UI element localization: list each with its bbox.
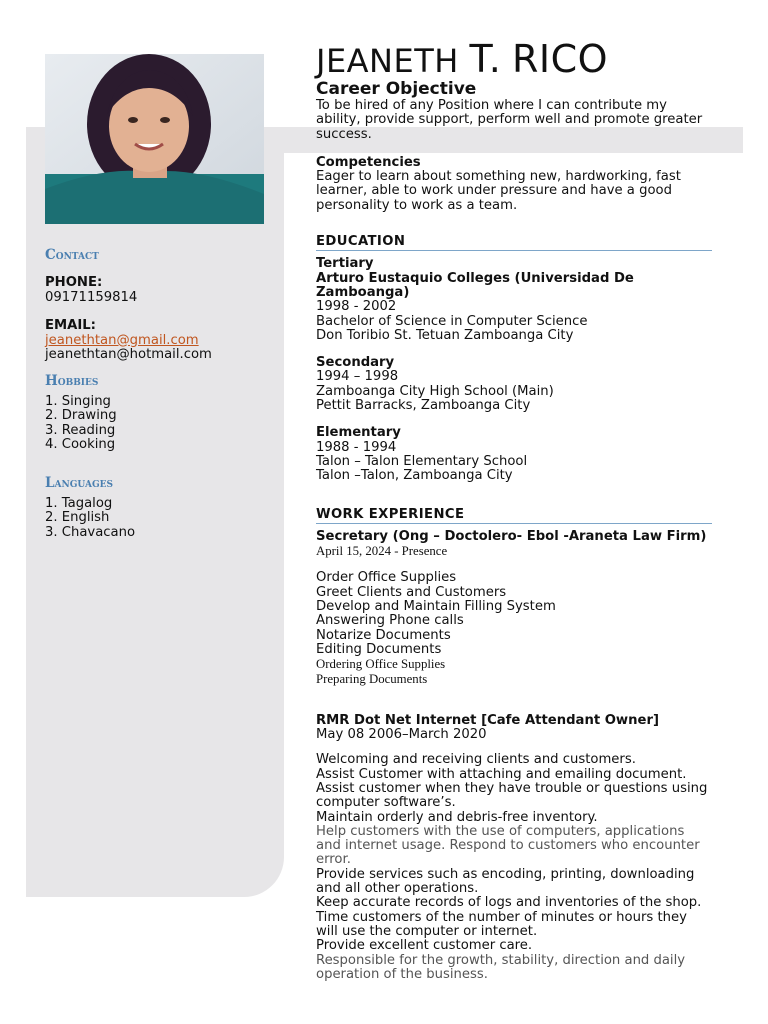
phone-number: 09171159814	[45, 289, 138, 305]
elementary-address: Talon –Talon, Zamboanga City	[316, 468, 513, 484]
job1-duty: Develop and Maintain Filling System	[316, 599, 556, 615]
list-item: 4. Cooking	[45, 437, 116, 453]
content-background	[284, 153, 314, 323]
secondary-address: Pettit Barracks, Zamboanga City	[316, 398, 531, 414]
tertiary-years: 1998 - 2002	[316, 299, 397, 315]
secondary-school: Zamboanga City High School (Main)	[316, 383, 554, 399]
hobbies-heading: Hobbies	[45, 373, 99, 390]
work-heading: WORK EXPERIENCE	[316, 508, 712, 524]
hobbies-list	[45, 395, 281, 453]
job1-duty: Order Office Supplies	[316, 570, 457, 586]
job2-duty: Assist customer when they have trouble or questions using computer software’s.	[316, 780, 708, 811]
profile-photo	[45, 54, 264, 224]
job2-duty: Provide excellent customer care.	[316, 938, 533, 954]
email-label: EMAIL:	[45, 318, 96, 334]
career-objective-text: To be hired of any Position where I can contribute my ability, provide support, perform well and promote greater success.	[316, 98, 703, 142]
list-item: 2. English	[45, 510, 110, 526]
list-item: 3. Reading	[45, 422, 116, 438]
job2-duty: Help customers with the use of computers, applications and internet usage. Respond to customers who encounter error.	[316, 823, 700, 868]
job1-duty: Greet Clients and Customers	[316, 584, 507, 600]
job2-duty: Welcoming and receiving clients and customers.	[316, 752, 636, 768]
languages-heading: Languages	[45, 475, 113, 492]
list-item: 1. Singing	[45, 393, 111, 409]
languages-list	[45, 497, 281, 540]
main-content	[316, 37, 712, 982]
education-heading: EDUCATION	[316, 235, 712, 251]
list-item: 2. Drawing	[45, 408, 117, 424]
job1-duty: Answering Phone calls	[316, 613, 464, 629]
contact-heading: Contact	[45, 247, 99, 263]
resume-name	[316, 37, 712, 81]
tertiary-degree: Bachelor of Science in Computer Science	[316, 313, 588, 329]
tertiary-school: Arturo Eustaquio Colleges (Universidad De Zamboanga)	[316, 270, 634, 300]
job2-duty: Responsible for the growth, stability, direction and daily operation of the business.	[316, 952, 686, 982]
job2-duty: Time customers of the number of minutes or hours they will use the computer or internet.	[316, 909, 687, 939]
elementary-level: Elementary	[316, 425, 401, 441]
career-objective-title: Career Objective	[316, 79, 477, 99]
job1-duty: Ordering Office Supplies	[316, 657, 446, 672]
tertiary-address: Don Toribio St. Tetuan Zamboanga City	[316, 327, 574, 343]
elementary-school: Talon – Talon Elementary School	[316, 453, 528, 469]
email-hotmail: jeanethtan@hotmail.com	[45, 347, 212, 363]
competencies-title: Competencies	[316, 154, 421, 170]
elementary-years: 1988 - 1994	[316, 439, 397, 455]
list-item: 3. Chavacano	[45, 524, 136, 540]
job2-duty: Assist Customer with attaching and emailing document.	[316, 766, 687, 782]
job2-title: RMR Dot Net Internet [Cafe Attendant Owner]	[316, 712, 659, 728]
job2-duty: Keep accurate records of logs and inventories of the shop.	[316, 895, 702, 911]
secondary-level: Secondary	[316, 355, 395, 371]
job2-dates: May 08 2006–March 2020	[316, 727, 487, 743]
phone-label: PHONE:	[45, 275, 103, 291]
name-middle: T.	[469, 37, 502, 81]
job1-dates: April 15, 2024 - Presence	[316, 544, 448, 559]
list-item: 1. Tagalog	[45, 495, 113, 511]
sidebar	[45, 248, 281, 540]
job1-duty: Editing Documents	[316, 641, 442, 657]
name-last: RICO	[511, 37, 609, 81]
job1-duty: Notarize Documents	[316, 627, 451, 643]
job2-duty: Maintain orderly and debris-free inventory.	[316, 809, 598, 825]
job2-duty: Provide services such as encoding, printing, downloading and all other operations.	[316, 866, 695, 897]
job1-title: Secretary (Ong – Doctolero- Ebol -Araneta Law Firm)	[316, 528, 707, 544]
competencies-text: Eager to learn about something new, hardworking, fast learner, able to work under pressure and have a good personality to work as a team.	[316, 169, 681, 213]
tertiary-level: Tertiary	[316, 256, 374, 272]
email-link-gmail[interactable]: jeanethtan@gmail.com	[45, 332, 199, 348]
job1-duty: Preparing Documents	[316, 671, 428, 686]
secondary-years: 1994 – 1998	[316, 369, 399, 385]
name-first: JEANETH	[316, 42, 459, 80]
